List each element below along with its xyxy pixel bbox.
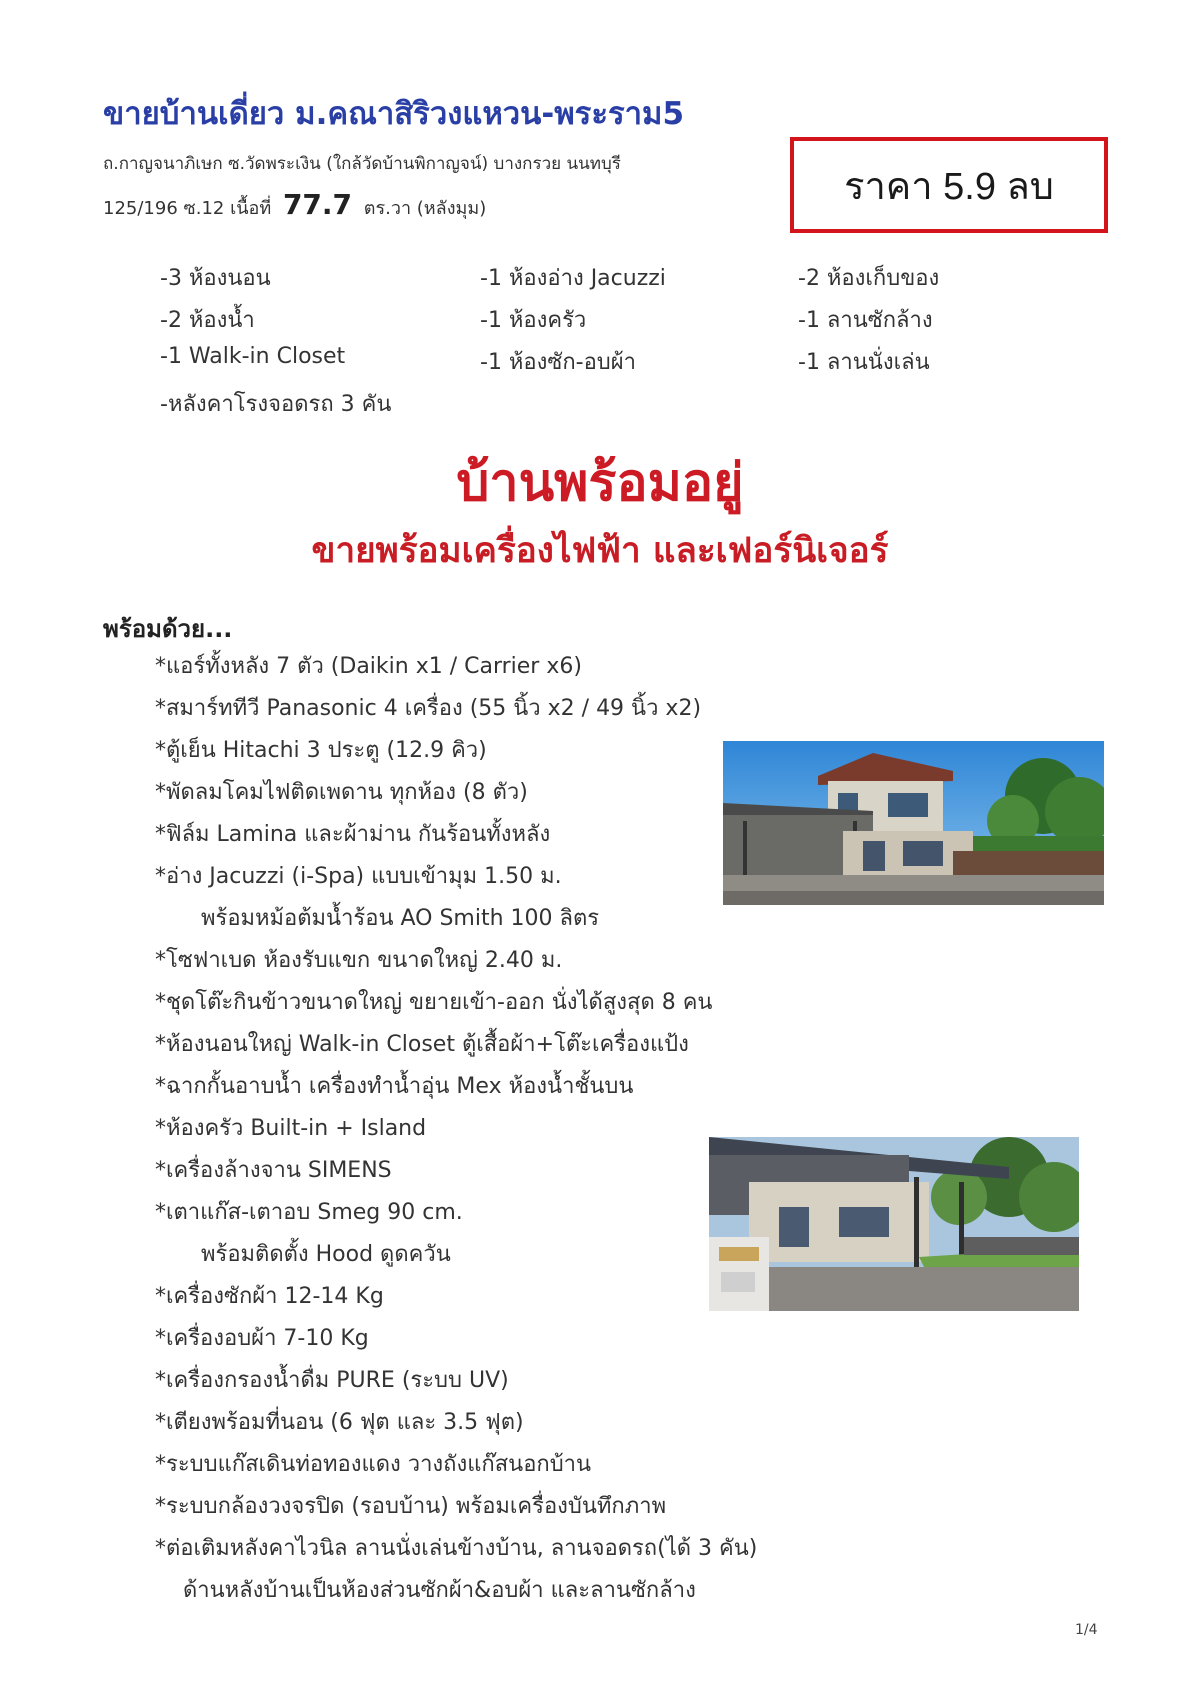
lot-prefix: 125/196 ซ.12 เนื้อที่ [103, 198, 272, 219]
room-row [160, 302, 1060, 344]
room-item: -2 ห้องเก็บของ [798, 266, 940, 291]
room-item: -1 ลานนั่งเล่น [798, 350, 930, 375]
subheadline: ขายพร้อมเครื่องไฟฟ้า และเฟอร์นิเจอร์ [311, 531, 889, 571]
room-item: -หลังคาโรงจอดรถ 3 คัน [160, 392, 392, 417]
house-front-photo [723, 741, 1104, 905]
price-label: ราคา 5.9 ลบ [844, 165, 1054, 208]
feature-item: *ห้องนอนใหญ่ Walk-in Closet ตู้เสื้อผ้า+โต๊ะเครื่องแป้ง [155, 1032, 689, 1057]
feature-item: *ต่อเติมหลังคาไวนิล ลานนั่งเล่นข้างบ้าน, ลานจอดรถ(ได้ 3 คัน) [155, 1536, 758, 1561]
feature-item: *ห้องครัว Built-in + Island [155, 1116, 427, 1141]
feature-item: *เครื่องซักผ้า 12-14 Kg [155, 1284, 384, 1309]
lot-info [103, 188, 486, 222]
room-row [160, 386, 1060, 428]
headline: บ้านพร้อมอยู่ [456, 453, 744, 513]
feature-item: *เตียงพร้อมที่นอน (6 ฟุต และ 3.5 ฟุต) [155, 1410, 524, 1435]
lot-suffix: ตร.วา (หลังมุม) [363, 198, 487, 219]
feature-item: *เครื่องล้างจาน SIMENS [155, 1158, 392, 1183]
included-label: พร้อมด้วย... [103, 615, 233, 643]
room-list [160, 260, 1060, 428]
room-item: -1 Walk-in Closet [160, 344, 346, 369]
room-item: -2 ห้องน้ำ [160, 308, 255, 333]
feature-item: *ตู้เย็น Hitachi 3 ประตู (12.9 คิว) [155, 738, 487, 763]
room-row [160, 260, 1060, 302]
room-row [160, 344, 1060, 386]
feature-item: *ฉากกั้นอาบน้ำ เครื่องทำน้ำอุ่น Mex ห้องน้ำชั้นบน [155, 1074, 634, 1099]
room-item: -1 ลานซักล้าง [798, 308, 933, 333]
feature-item: *ระบบแก๊สเดินท่อทองแดง วางถังแก๊สนอกบ้าน [155, 1452, 592, 1477]
feature-item: *สมาร์ททีวี Panasonic 4 เครื่อง (55 นิ้ว x2 / 49 นิ้ว x2) [155, 696, 702, 721]
feature-item: ด้านหลังบ้านเป็นห้องส่วนซักผ้า&อบผ้า และลานซักล้าง [183, 1578, 696, 1603]
address-line: ถ.กาญจนาภิเษก ซ.วัดพระเงิน (ใกล้วัดบ้านพิกาญจน์) บางกรวย นนทบุรี [103, 154, 621, 174]
room-item: -3 ห้องนอน [160, 266, 271, 291]
room-item: -1 ห้องซัก-อบผ้า [480, 350, 636, 375]
feature-item: *โซฟาเบด ห้องรับแขก ขนาดใหญ่ 2.40 ม. [155, 948, 563, 973]
feature-item: *เครื่องอบผ้า 7-10 Kg [155, 1326, 369, 1351]
carport-illustration [709, 1137, 1079, 1311]
feature-item: *ชุดโต๊ะกินข้าวขนาดใหญ่ ขยายเข้า-ออก นั่งได้สูงสุด 8 คน [155, 990, 713, 1015]
listing-title: ขายบ้านเดี่ยว ม.คณาสิริวงแหวน-พระราม5 [103, 96, 685, 132]
price-box [790, 137, 1108, 233]
feature-item: พร้อมหม้อต้มน้ำร้อน AO Smith 100 ลิตร [201, 906, 600, 931]
page-number: 1/4 [1075, 1622, 1098, 1638]
carport-photo [709, 1137, 1079, 1311]
feature-item: *อ่าง Jacuzzi (i-Spa) แบบเข้ามุม 1.50 ม. [155, 864, 562, 889]
feature-item: *พัดลมโคมไฟติดเพดาน ทุกห้อง (8 ตัว) [155, 780, 528, 805]
lot-size: 77.7 [282, 188, 353, 221]
feature-item: พร้อมติดตั้ง Hood ดูดควัน [201, 1242, 451, 1267]
house-front-illustration [723, 741, 1104, 905]
room-item: -1 ห้องครัว [480, 308, 587, 333]
feature-item: *ระบบกล้องวงจรปิด (รอบบ้าน) พร้อมเครื่องบันทึกภาพ [155, 1494, 667, 1519]
feature-item: *เครื่องกรองน้ำดื่ม PURE (ระบบ UV) [155, 1368, 509, 1393]
room-item: -1 ห้องอ่าง Jacuzzi [480, 266, 666, 291]
feature-item: *เตาแก๊ส-เตาอบ Smeg 90 cm. [155, 1200, 463, 1225]
feature-item: *แอร์ทั้งหลัง 7 ตัว (Daikin x1 / Carrier x6) [155, 654, 582, 679]
feature-item: *ฟิล์ม Lamina และผ้าม่าน กันร้อนทั้งหลัง [155, 822, 551, 847]
